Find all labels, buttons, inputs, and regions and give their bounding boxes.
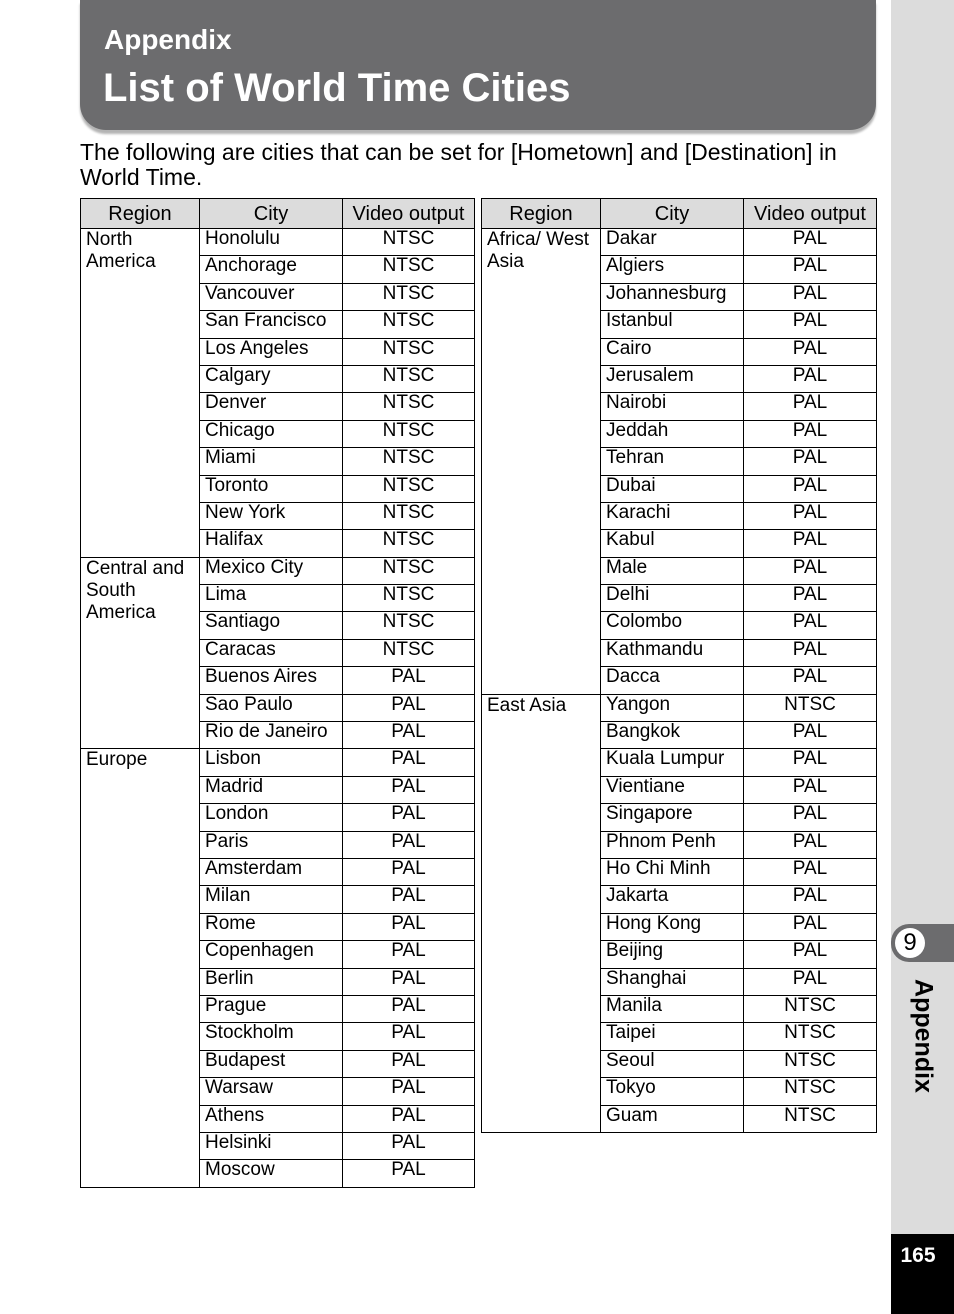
video-output-cell: NTSC: [744, 995, 877, 1022]
city-cell: Stockholm: [200, 1023, 343, 1050]
city-cell: Chicago: [200, 420, 343, 447]
video-output-cell: PAL: [343, 1105, 475, 1132]
video-output-cell: PAL: [744, 557, 877, 584]
city-cell: Moscow: [200, 1160, 343, 1187]
city-cell: Ho Chi Minh: [601, 858, 744, 885]
city-cell: Vientiane: [601, 776, 744, 803]
video-output-cell: PAL: [744, 338, 877, 365]
city-cell: Lima: [200, 585, 343, 612]
table-row: [81, 229, 475, 256]
video-output-cell: NTSC: [343, 283, 475, 310]
video-output-cell: NTSC: [744, 1023, 877, 1050]
city-cell: Miami: [200, 448, 343, 475]
city-cell: Lisbon: [200, 749, 343, 776]
chapter-label: Appendix: [909, 979, 938, 1093]
region-cell: Central and South America: [81, 557, 200, 749]
city-cell: Dacca: [601, 667, 744, 694]
section-label: Appendix: [104, 24, 232, 55]
video-output-cell: NTSC: [343, 530, 475, 557]
video-output-cell: PAL: [744, 365, 877, 392]
city-cell: Anchorage: [200, 256, 343, 283]
city-cell: Los Angeles: [200, 338, 343, 365]
city-cell: Beijing: [601, 941, 744, 968]
city-cell: Algiers: [601, 256, 744, 283]
city-cell: Santiago: [200, 612, 343, 639]
city-cell: Dakar: [601, 229, 744, 256]
city-cell: Athens: [200, 1105, 343, 1132]
video-output-cell: NTSC: [343, 585, 475, 612]
table-row: [482, 229, 877, 256]
video-output-cell: PAL: [744, 229, 877, 256]
video-output-cell: PAL: [744, 639, 877, 666]
cities-table-left: [80, 198, 475, 1188]
table-row: [482, 694, 877, 721]
video-output-cell: PAL: [744, 585, 877, 612]
video-output-cell: NTSC: [343, 256, 475, 283]
video-output-cell: NTSC: [744, 694, 877, 721]
city-cell: Honolulu: [200, 229, 343, 256]
header-region: Region: [81, 199, 200, 229]
city-cell: Tokyo: [601, 1078, 744, 1105]
video-output-cell: PAL: [343, 804, 475, 831]
header-video-output: Video output: [343, 199, 475, 229]
video-output-cell: PAL: [343, 1132, 475, 1159]
city-cell: Male: [601, 557, 744, 584]
video-output-cell: PAL: [744, 283, 877, 310]
video-output-cell: NTSC: [343, 311, 475, 338]
city-cell: Shanghai: [601, 968, 744, 995]
city-cell: London: [200, 804, 343, 831]
video-output-cell: PAL: [343, 776, 475, 803]
city-cell: Colombo: [601, 612, 744, 639]
city-cell: Helsinki: [200, 1132, 343, 1159]
video-output-cell: NTSC: [343, 365, 475, 392]
video-output-cell: PAL: [744, 886, 877, 913]
city-cell: Buenos Aires: [200, 667, 343, 694]
city-cell: Berlin: [200, 968, 343, 995]
video-output-cell: PAL: [343, 831, 475, 858]
city-cell: Delhi: [601, 585, 744, 612]
video-output-cell: PAL: [744, 776, 877, 803]
region-cell: Africa/ West Asia: [482, 229, 601, 695]
video-output-cell: PAL: [343, 941, 475, 968]
city-cell: Jeddah: [601, 420, 744, 447]
city-cell: Hong Kong: [601, 913, 744, 940]
table-header-row: [81, 199, 475, 229]
video-output-cell: PAL: [744, 831, 877, 858]
video-output-cell: PAL: [744, 612, 877, 639]
table-row: [81, 749, 475, 776]
city-cell: Nairobi: [601, 393, 744, 420]
header-video-output: Video output: [744, 199, 877, 229]
city-cell: Prague: [200, 995, 343, 1022]
city-cell: Guam: [601, 1105, 744, 1132]
city-cell: Amsterdam: [200, 858, 343, 885]
video-output-cell: PAL: [744, 311, 877, 338]
video-output-cell: PAL: [744, 530, 877, 557]
city-cell: Taipei: [601, 1023, 744, 1050]
city-cell: Calgary: [200, 365, 343, 392]
video-output-cell: PAL: [343, 694, 475, 721]
city-cell: Singapore: [601, 804, 744, 831]
video-output-cell: PAL: [343, 995, 475, 1022]
cities-table-right: [481, 198, 877, 1133]
video-output-cell: PAL: [343, 913, 475, 940]
intro-text: The following are cities that can be set for [Hometown] and [Destination] in World Time.: [80, 139, 837, 190]
city-cell: Rio de Janeiro: [200, 722, 343, 749]
video-output-cell: NTSC: [343, 420, 475, 447]
video-output-cell: PAL: [744, 858, 877, 885]
city-cell: Seoul: [601, 1050, 744, 1077]
page-title: List of World Time Cities: [103, 66, 571, 110]
city-cell: Dubai: [601, 475, 744, 502]
city-cell: Toronto: [200, 475, 343, 502]
video-output-cell: NTSC: [343, 502, 475, 529]
video-output-cell: NTSC: [744, 1050, 877, 1077]
video-output-cell: PAL: [744, 941, 877, 968]
city-cell: Karachi: [601, 502, 744, 529]
header-region: Region: [482, 199, 601, 229]
table-row: [81, 557, 475, 584]
city-cell: New York: [200, 502, 343, 529]
video-output-cell: NTSC: [343, 338, 475, 365]
city-cell: Denver: [200, 393, 343, 420]
city-cell: Yangon: [601, 694, 744, 721]
video-output-cell: PAL: [744, 749, 877, 776]
video-output-cell: NTSC: [343, 448, 475, 475]
city-cell: San Francisco: [200, 311, 343, 338]
region-cell: Europe: [81, 749, 200, 1187]
city-cell: Jerusalem: [601, 365, 744, 392]
city-cell: Caracas: [200, 639, 343, 666]
region-cell: North America: [81, 229, 200, 558]
city-cell: Mexico City: [200, 557, 343, 584]
video-output-cell: PAL: [343, 749, 475, 776]
video-output-cell: NTSC: [343, 639, 475, 666]
city-cell: Kuala Lumpur: [601, 749, 744, 776]
city-cell: Milan: [200, 886, 343, 913]
region-cell: East Asia: [482, 694, 601, 1132]
header-city: City: [601, 199, 744, 229]
video-output-cell: PAL: [744, 502, 877, 529]
video-output-cell: PAL: [744, 393, 877, 420]
video-output-cell: NTSC: [343, 557, 475, 584]
city-cell: Sao Paulo: [200, 694, 343, 721]
city-cell: Bangkok: [601, 722, 744, 749]
header-city: City: [200, 199, 343, 229]
city-cell: Madrid: [200, 776, 343, 803]
video-output-cell: NTSC: [744, 1105, 877, 1132]
video-output-cell: NTSC: [343, 393, 475, 420]
video-output-cell: PAL: [343, 1050, 475, 1077]
video-output-cell: PAL: [343, 1160, 475, 1187]
city-cell: Paris: [200, 831, 343, 858]
city-cell: Vancouver: [200, 283, 343, 310]
video-output-cell: PAL: [744, 420, 877, 447]
video-output-cell: PAL: [343, 722, 475, 749]
video-output-cell: PAL: [343, 667, 475, 694]
video-output-cell: PAL: [744, 804, 877, 831]
video-output-cell: PAL: [744, 722, 877, 749]
city-cell: Warsaw: [200, 1078, 343, 1105]
city-cell: Phnom Penh: [601, 831, 744, 858]
city-cell: Copenhagen: [200, 941, 343, 968]
chapter-number: 9: [895, 928, 925, 958]
video-output-cell: NTSC: [744, 1078, 877, 1105]
table-header-row: [482, 199, 877, 229]
city-cell: Kabul: [601, 530, 744, 557]
video-output-cell: PAL: [343, 1078, 475, 1105]
video-output-cell: PAL: [744, 475, 877, 502]
video-output-cell: PAL: [343, 1023, 475, 1050]
video-output-cell: PAL: [744, 256, 877, 283]
side-strip: [891, 0, 954, 1314]
video-output-cell: PAL: [343, 968, 475, 995]
city-cell: Kathmandu: [601, 639, 744, 666]
video-output-cell: PAL: [744, 667, 877, 694]
video-output-cell: PAL: [343, 886, 475, 913]
city-cell: Tehran: [601, 448, 744, 475]
video-output-cell: PAL: [744, 913, 877, 940]
city-cell: Budapest: [200, 1050, 343, 1077]
city-cell: Halifax: [200, 530, 343, 557]
city-cell: Manila: [601, 995, 744, 1022]
video-output-cell: PAL: [343, 858, 475, 885]
video-output-cell: PAL: [744, 448, 877, 475]
city-cell: Istanbul: [601, 311, 744, 338]
city-cell: Jakarta: [601, 886, 744, 913]
city-cell: Rome: [200, 913, 343, 940]
video-output-cell: PAL: [744, 968, 877, 995]
video-output-cell: NTSC: [343, 229, 475, 256]
video-output-cell: NTSC: [343, 612, 475, 639]
page-number: 165: [900, 1244, 936, 1267]
video-output-cell: NTSC: [343, 475, 475, 502]
city-cell: Cairo: [601, 338, 744, 365]
city-cell: Johannesburg: [601, 283, 744, 310]
